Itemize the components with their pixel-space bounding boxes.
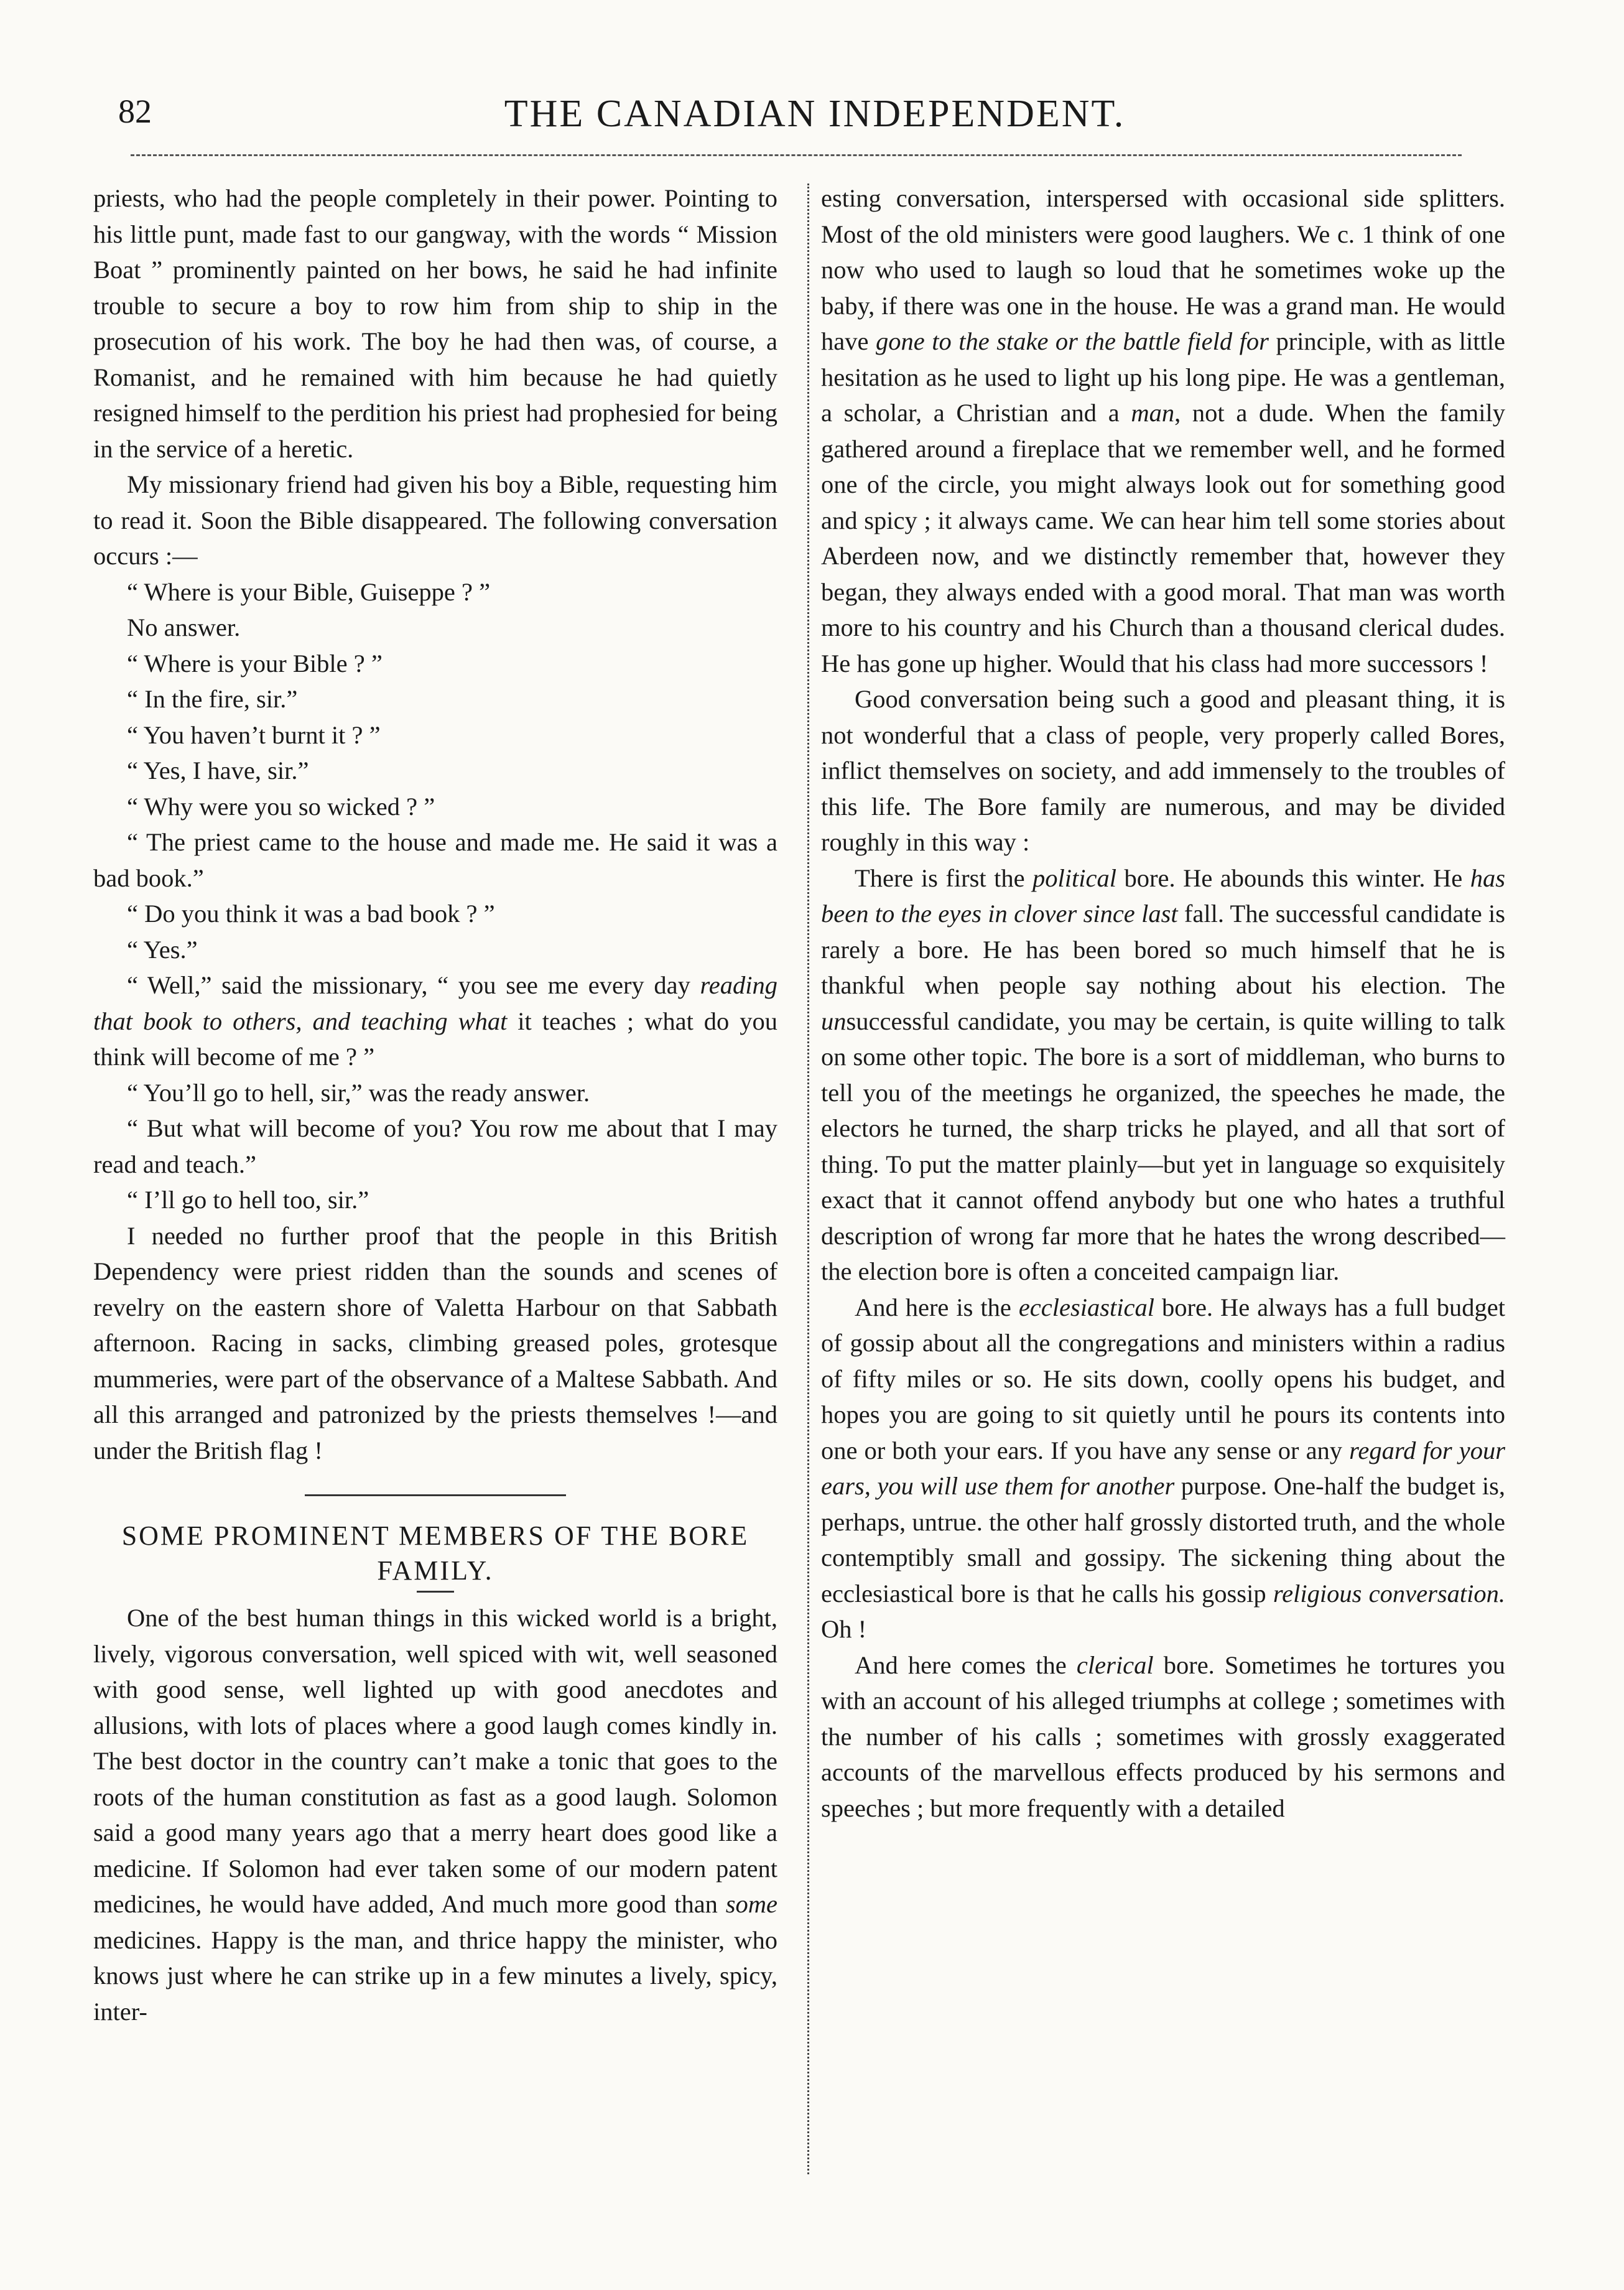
text-run: One of the best human things in this wicked world is a bright, lively, vigorous conversation, well spiced with wit, well seasoned with good sense, well lighted up with good anecdotes and allusions, with lots of places where a good laugh comes kindly in. The best doctor in the country can’t make a tonic that goes to the roots of the human constitution as fast as a good laugh. Solomon said a good many years ago that a merry heart does good like a medicine. If Solomon had ever taken some of our modern patent medicines, he would have added, And much more good than bbox=[93, 1604, 777, 1918]
italic-run: reading that book to others, and teaching what bbox=[93, 971, 777, 1035]
text-run: principle, with as little hesitation as he used to light up his long pipe. He was a gentleman, a scholar, a Christian and a bbox=[821, 327, 1506, 427]
dialogue-line: “ Where is your Bible ? ” bbox=[127, 649, 383, 677]
running-title: THE CANADIAN INDEPENDENT. bbox=[504, 93, 1126, 135]
page-header bbox=[118, 75, 1511, 137]
dialogue-line: “ The priest came to the house and made me. He said it was a bad book.” bbox=[93, 828, 777, 892]
dialogue-line: “ But what will become of you? You row me about that I may read and teach.” bbox=[93, 1114, 777, 1178]
text-run: purpose. One-half the budget is, perhaps, untrue. the other half grossly distorted truth, and the whole contemptibly small and gossipy. The sickening thing about the ecclesiastical bore is that he calls his gossip bbox=[821, 1472, 1505, 1608]
dialogue-line: “ Yes, I have, sir.” bbox=[127, 756, 309, 784]
dialogue-line: “ Why were you so wicked ? ” bbox=[127, 792, 435, 821]
paragraph bbox=[821, 860, 1505, 1290]
dialogue-line: “ You’ll go to hell, sir,” was the ready answer. bbox=[127, 1078, 590, 1107]
italic-run: political bbox=[1032, 863, 1117, 892]
italic-run: some bbox=[725, 1890, 777, 1918]
text-run: bore. He always has a full budget of gossip about all the congregations and ministers within a radius of fifty miles or so. He sits down, coolly opens his budget, and hopes you are going to sit quietly until he pours its contents into one or both your ears. If you have any sense or any bbox=[821, 1293, 1505, 1464]
text-run: successful candidate, you may be certain, is quite willing to talk on some other topic. The bore is a sort of middleman, who burns to tell you of the meetings he organized, the speeches he made, the electors he turned, the sharp tricks he played, and all that sort of thing. To put the matter plainly—but yet in language so exquisitely exact that it cannot offend anybody but one who hates a truthful description of wrong far more that he hates the wrong described—the election bore is often a conceited campaign liar. bbox=[821, 1007, 1505, 1285]
right-column bbox=[821, 180, 1505, 1826]
text-run: bore. He abounds this winter. He bbox=[1116, 863, 1470, 892]
paragraph bbox=[821, 180, 1505, 681]
paragraph: I needed no further proof that the people in this British Dependency were priest ridden than the sounds and scenes of revelry on the eastern shore of Valetta Harbour on that Sabbath afternoon. Racing in sacks, climbing greased poles, grotesque mummeries, were part of the observance of a Maltese Sabbath. And all this arranged and patronized by the priests themselves !—and under the British flag ! bbox=[93, 1221, 777, 1464]
paragraph: My missionary friend had given his boy a Bible, requesting him to read it. Soon the Bible disappeared. The following conversation occurs :— bbox=[93, 470, 777, 570]
italic-run: gone to the stake or the battle field for bbox=[875, 327, 1269, 355]
column-divider bbox=[807, 184, 809, 2174]
page-number: 82 bbox=[118, 93, 152, 130]
text-run: fall. The successful candidate is rarely a bore. He has been bored so much himself that he is thankful when people say nothing about his election. The bbox=[821, 900, 1505, 999]
text-run: it teaches ; what do you think will become of me ? ” bbox=[93, 1007, 777, 1071]
text-run: esting conversation, interspersed with occasional side splitters. Most of the old ministers were good laughers. We c. 1 think of one now who used to laugh so loud that he sometimes woke up the baby, if there was one in the house. He was a grand man. He would have bbox=[821, 184, 1505, 355]
dialogue-line: “ Yes.” bbox=[127, 935, 198, 964]
italic-run: religious conversation. bbox=[1273, 1579, 1505, 1608]
text-run: And here comes the bbox=[855, 1650, 1077, 1679]
italic-run: ecclesiastical bbox=[1018, 1293, 1154, 1321]
text-run: “ Well,” said the missionary, “ you see me every day bbox=[127, 971, 700, 999]
text-run: Oh ! bbox=[821, 1615, 867, 1643]
italic-run: un bbox=[821, 1007, 847, 1035]
header-rule bbox=[131, 154, 1462, 156]
text-run: There is first the bbox=[855, 863, 1033, 892]
paragraph bbox=[93, 1600, 777, 2029]
paragraph bbox=[821, 1290, 1505, 1647]
title-rule bbox=[417, 1591, 454, 1593]
section-divider bbox=[305, 1494, 566, 1496]
text-run: , not a dude. When the family gathered around a fireplace that we remember well, and he formed one of the circle, you might always look out for something good and spicy ; it always came. We can hear him tell some stories about Aberdeen now, and we distinctly remember that, however they began, they always ended with a good moral. That man was worth more to his country and his Church than a thousand clerical dudes. He has gone up higher. Would that his class had more successors ! bbox=[821, 399, 1506, 677]
paragraph: priests, who had the people completely in their power. Pointing to his little punt, made fast to our gangway, with the words “ Mission Boat ” prominently painted on her bows, he said he had infinite trouble to secure a boy to row him from ship to ship in the prosecution of his work. The boy he had then was, of course, a Romanist, and he remained with him because he had quietly resigned himself to the perdition his priest had prophesied for being in the service of a heretic. bbox=[93, 184, 777, 463]
paragraph: Good conversation being such a good and pleasant thing, it is not wonderful that a class of people, very properly called Bores, inflict themselves on society, and add immensely to the troubles of this life. The Bore family are numerous, and may be divided roughly in this way : bbox=[821, 685, 1505, 856]
section-title: SOME PROMINENT MEMBERS OF THE BORE FAMILY. bbox=[121, 1520, 749, 1586]
dialogue-line: “ Where is your Bible, Guiseppe ? ” bbox=[127, 577, 491, 606]
italic-run: regard for your ears, you will use them for another bbox=[821, 1436, 1505, 1500]
dialogue-line: “ Do you think it was a bad book ? ” bbox=[127, 900, 495, 928]
paragraph bbox=[821, 1647, 1505, 1827]
dialogue-line: “ You haven’t burnt it ? ” bbox=[127, 720, 381, 749]
text-run: And here is the bbox=[855, 1293, 1019, 1321]
text-run: medicines. Happy is the man, and thrice happy the minister, who knows just where he can strike up in a few minutes a lively, spicy, inter- bbox=[93, 1925, 777, 2026]
italic-run: has been to the eyes in clover since last bbox=[821, 863, 1505, 928]
left-column bbox=[93, 180, 777, 2029]
dialogue-line: No answer. bbox=[127, 613, 241, 641]
dialogue-line bbox=[93, 967, 777, 1075]
dialogue-line: “ In the fire, sir.” bbox=[127, 685, 298, 713]
dialogue-line: “ I’ll go to hell too, sir.” bbox=[127, 1186, 369, 1214]
italic-run: clerical bbox=[1076, 1650, 1154, 1679]
text-run: bore. Sometimes he tortures you with an account of his alleged triumphs at college ; sometimes with the number of his calls ; sometimes with grossly exaggerated accounts of the marvellous effects produced by his sermons and speeches ; but more frequently with a detailed bbox=[821, 1650, 1505, 1822]
italic-run: man bbox=[1131, 399, 1175, 427]
